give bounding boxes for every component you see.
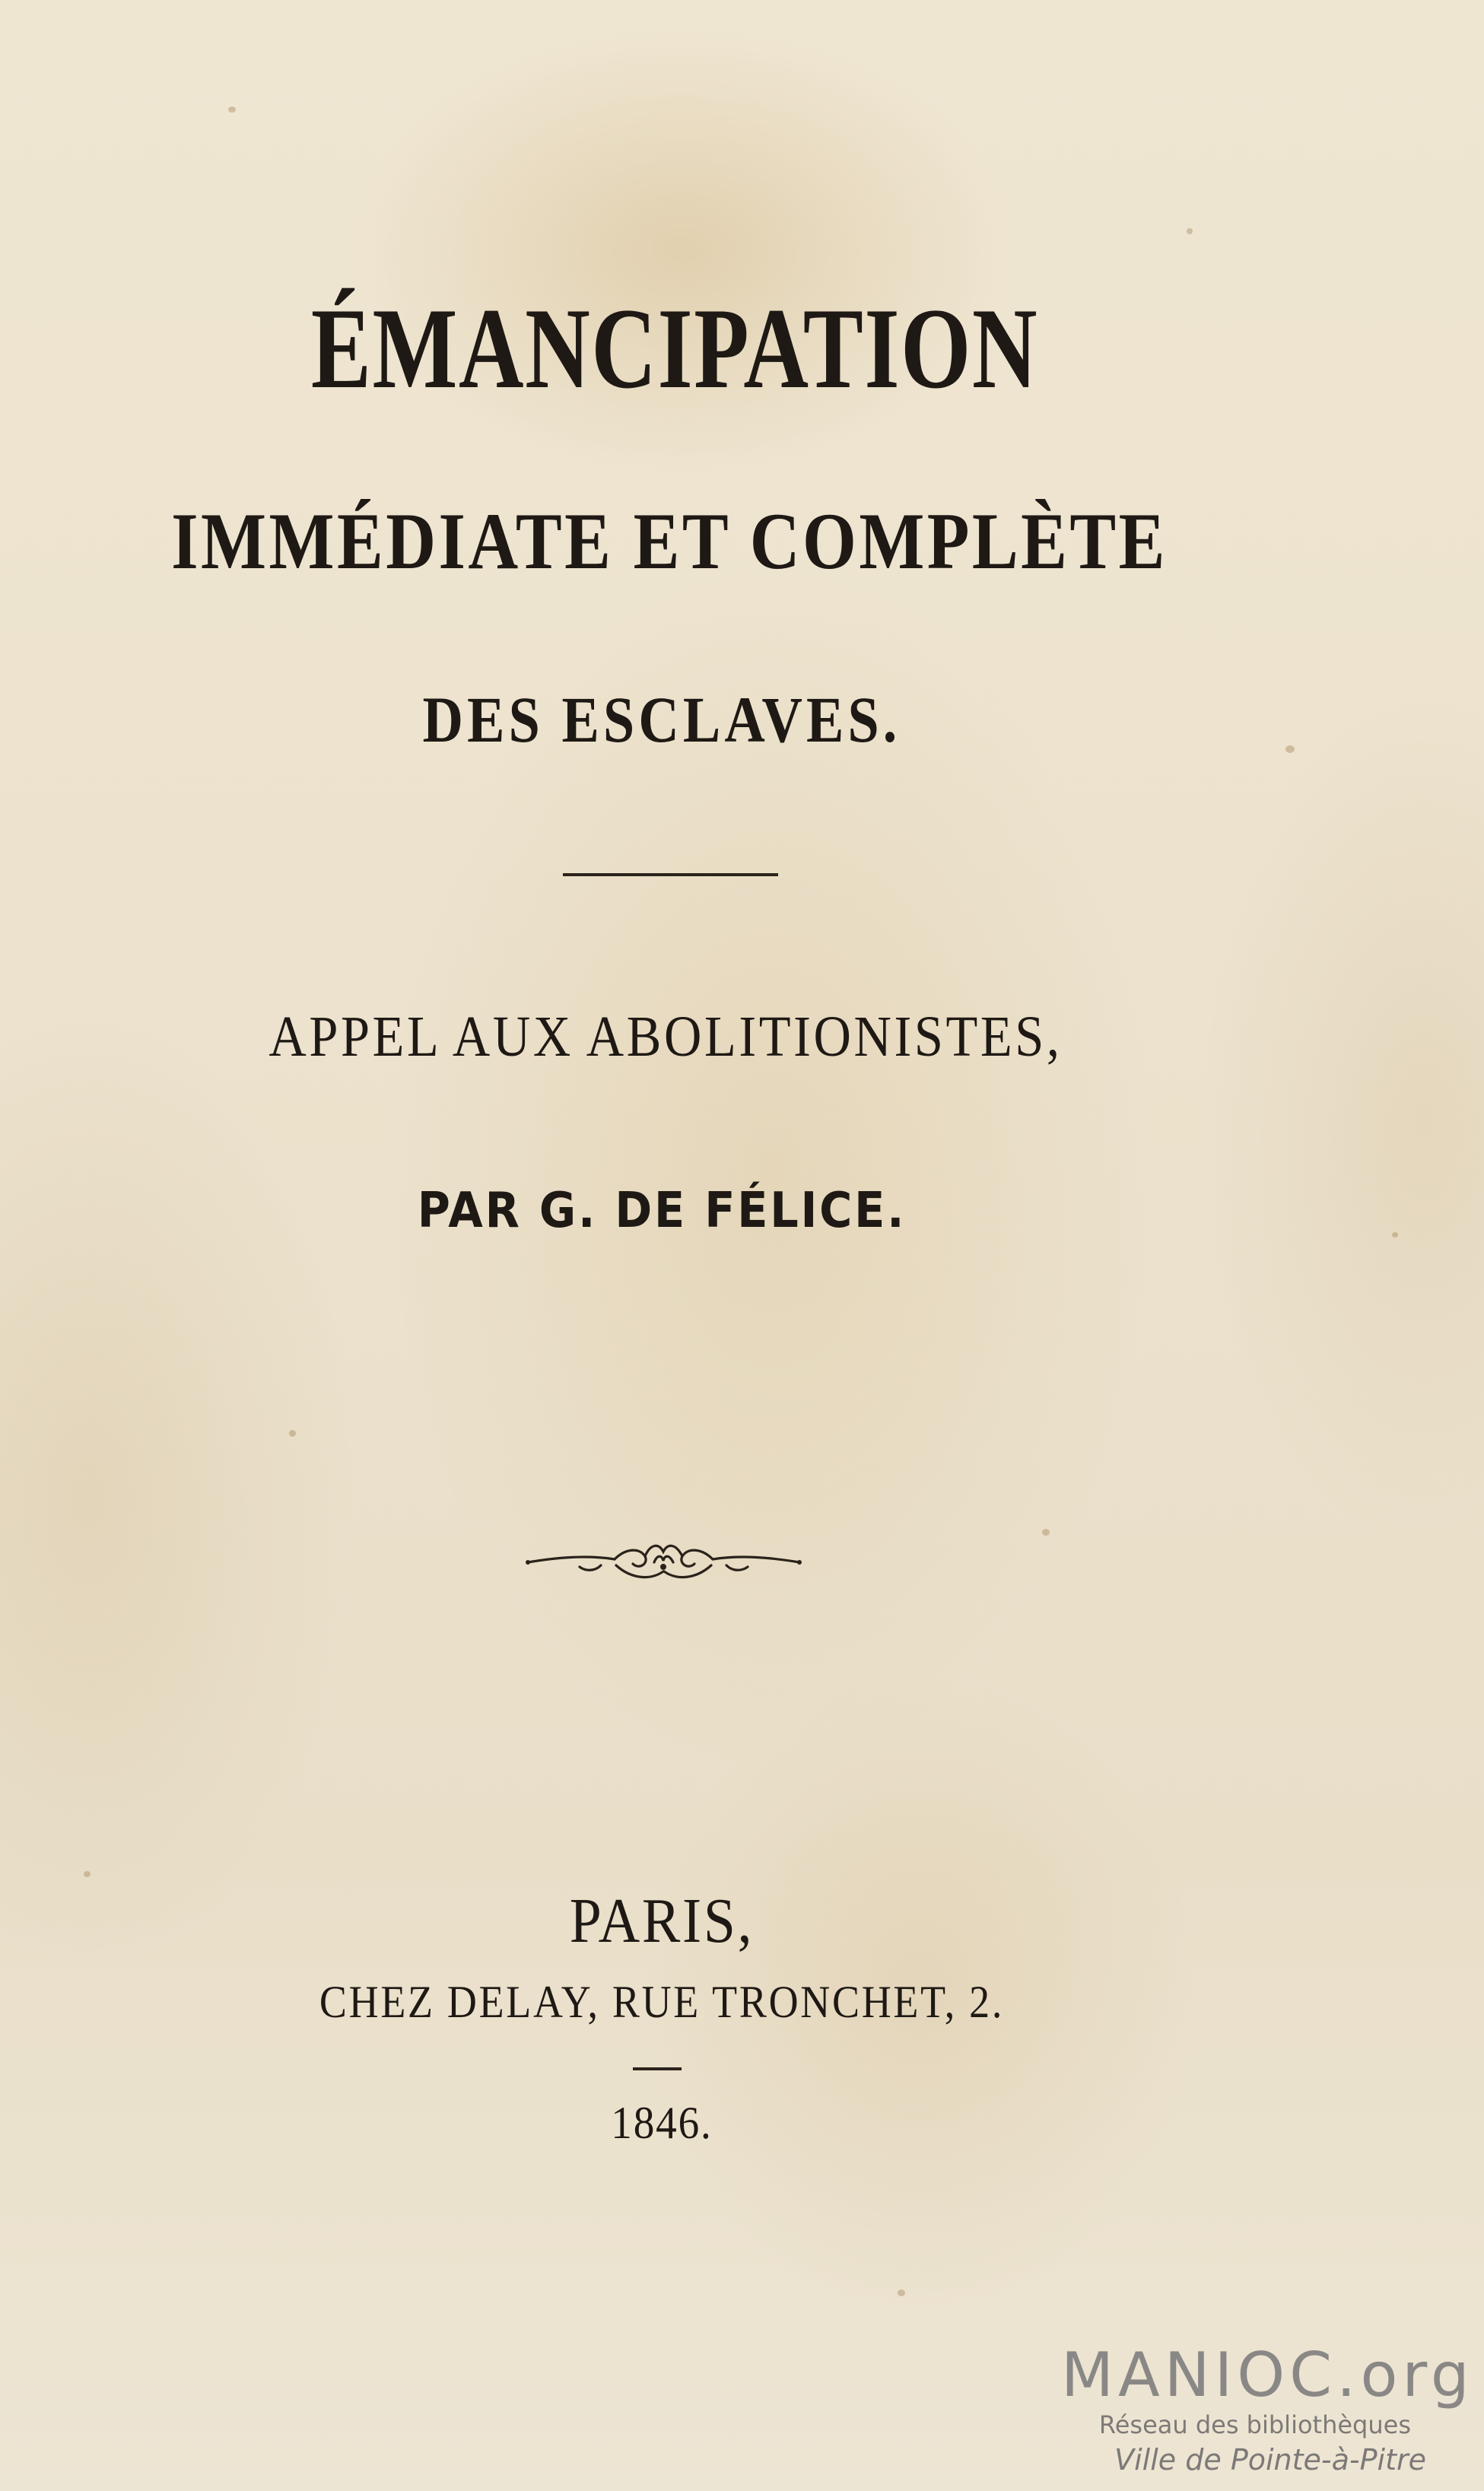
watermark-network: Réseau des bibliothèques [1098,2410,1411,2439]
watermark-brand: MANIOC.org [1061,2340,1474,2410]
title-line-2: IMMÉDIATE ET COMPLÈTE [171,497,1168,586]
paper-speck [898,2289,905,2296]
scroll-ornament-icon [525,1532,802,1593]
imprint-place: PARIS, [569,1886,755,1956]
author-line: PAR G. DE FÉLICE. [417,1183,907,1239]
imprint-publisher: CHEZ DELAY, RUE TRONCHET, 2. [319,1977,1005,2027]
paper-speck [1392,1232,1398,1238]
paper-speck [1187,228,1193,234]
watermark-city: Ville de Pointe-à-Pitre [1114,2443,1426,2477]
paper-speck [84,1871,91,1877]
title-line-3: DES ESCLAVES. [422,683,901,756]
title-line-1: ÉMANCIPATION [310,284,1039,412]
paper-speck [1042,1529,1050,1536]
library-watermark [1061,2340,1474,2478]
paper-speck [289,1430,296,1437]
subtitle: APPEL AUX ABOLITIONISTES, [269,1005,1063,1069]
short-divider-rule [633,2067,682,2070]
imprint-year: 1846. [611,2098,713,2148]
divider-rule [563,873,778,876]
paper-speck [1285,745,1295,753]
paper-speck [228,106,236,113]
